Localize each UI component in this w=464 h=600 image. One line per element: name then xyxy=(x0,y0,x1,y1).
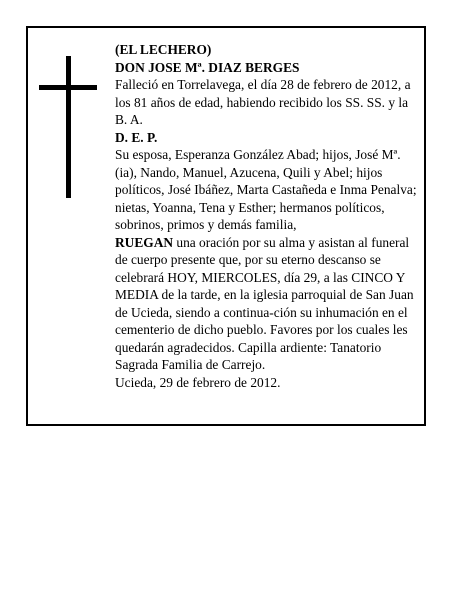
cross-horizontal-bar xyxy=(39,85,97,90)
deceased-name: DON JOSE Mª. DIAZ BERGES xyxy=(115,59,300,75)
obituary-text xyxy=(115,41,421,391)
family-list: Su esposa, Esperanza González Abad; hijos, José Mª. (ia), Nando, Manuel, Azucena, Quili y Abel; hijos políticos, José Ibáñez, Marta Castañeda e Inma Penalva; nietas, Yoanna, Tena y Esther; hermanos políticos, sobrinos, primos y demás familia, xyxy=(115,147,417,232)
cross-vertical-bar xyxy=(66,56,71,198)
request-paragraph xyxy=(115,234,421,374)
nickname: (EL LECHERO) xyxy=(115,42,212,57)
place-date: Ucieda, 29 de febrero de 2012. xyxy=(115,374,281,390)
death-notice: Falleció en Torrelavega, el día 28 de febrero de 2012, a los 81 años de edad, habiendo recibido los SS. SS. y la B. A. xyxy=(115,77,411,127)
rip-line: D. E. P. xyxy=(115,129,158,145)
request-keyword: RUEGAN xyxy=(115,234,174,250)
obituary-notice xyxy=(26,26,426,426)
request-text: una oración por su alma y asistan al funeral de cuerpo presente que, por su eterno descanso se celebrará HOY, MIERCOLES, día 29, a las CINCO Y MEDIA de la tarde, en la iglesia parroquial de San Juan de Ucieda, siendo a continua-ción su inhumación en el cementerio de dicho pueblo. Favores por los cuales les quedarán agradecidos. Capilla ardiente: Tanatorio Sagrada Familia de Carrejo. xyxy=(115,234,414,372)
